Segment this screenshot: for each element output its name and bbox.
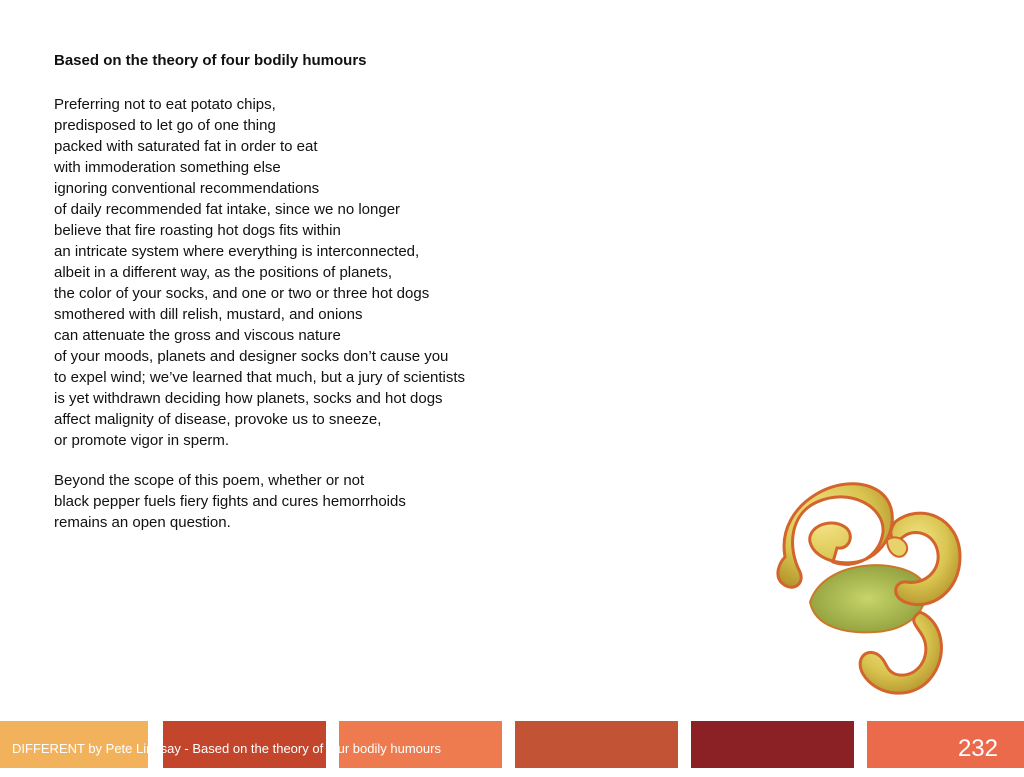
poem-line: Beyond the scope of this poem, whether or not bbox=[54, 472, 365, 489]
poem-line: of your moods, planets and designer socks don’t cause you bbox=[54, 348, 449, 365]
poem-line: predisposed to let go of one thing bbox=[54, 117, 276, 134]
poem-line: packed with saturated fat in order to eat bbox=[54, 138, 318, 155]
poem-title: Based on the theory of four bodily humours bbox=[54, 52, 367, 69]
poem-line: is yet withdrawn deciding how planets, socks and hot dogs bbox=[54, 390, 443, 407]
footer-color-block bbox=[691, 721, 854, 768]
poem-line: the color of your socks, and one or two or three hot dogs bbox=[54, 285, 430, 302]
poem-line: black pepper fuels fiery fights and cures hemorrhoids bbox=[54, 493, 406, 510]
footer-color-block bbox=[867, 721, 1024, 768]
footer-bar bbox=[0, 721, 1024, 768]
poem-line: believe that fire roasting hot dogs fits within bbox=[54, 222, 341, 239]
poem-line: with immoderation something else bbox=[54, 159, 281, 176]
pretzel-illustration bbox=[755, 462, 970, 697]
pretzel-knob bbox=[887, 537, 907, 556]
footer-caption: DIFFERENT by Pete Lindsay - Based on the theory of four bodily humours bbox=[12, 741, 441, 756]
poem-line: to expel wind; we’ve learned that much, but a jury of scientists bbox=[54, 369, 466, 386]
poem-stanza-2 bbox=[54, 470, 406, 533]
poem-line: or promote vigor in sperm. bbox=[54, 432, 230, 449]
footer-color-block bbox=[515, 721, 678, 768]
page-number: 232 bbox=[957, 735, 998, 762]
poem-line: can attenuate the gross and viscous nature bbox=[54, 327, 341, 344]
poem-line: an intricate system where everything is interconnected, bbox=[54, 243, 420, 260]
poem-line: of daily recommended fat intake, since we no longer bbox=[54, 201, 401, 218]
poem-line: affect malignity of disease, provoke us to sneeze, bbox=[54, 411, 382, 428]
poem-line: Preferring not to eat potato chips, bbox=[54, 96, 276, 113]
poem-line: remains an open question. bbox=[54, 514, 231, 531]
pretzel-right-loop bbox=[891, 513, 960, 604]
poem-stanza-1 bbox=[54, 94, 465, 451]
poem-line: albeit in a different way, as the positions of planets, bbox=[54, 264, 392, 281]
poem-line: ignoring conventional recommendations bbox=[54, 180, 320, 197]
poem-line: smothered with dill relish, mustard, and onions bbox=[54, 306, 363, 323]
